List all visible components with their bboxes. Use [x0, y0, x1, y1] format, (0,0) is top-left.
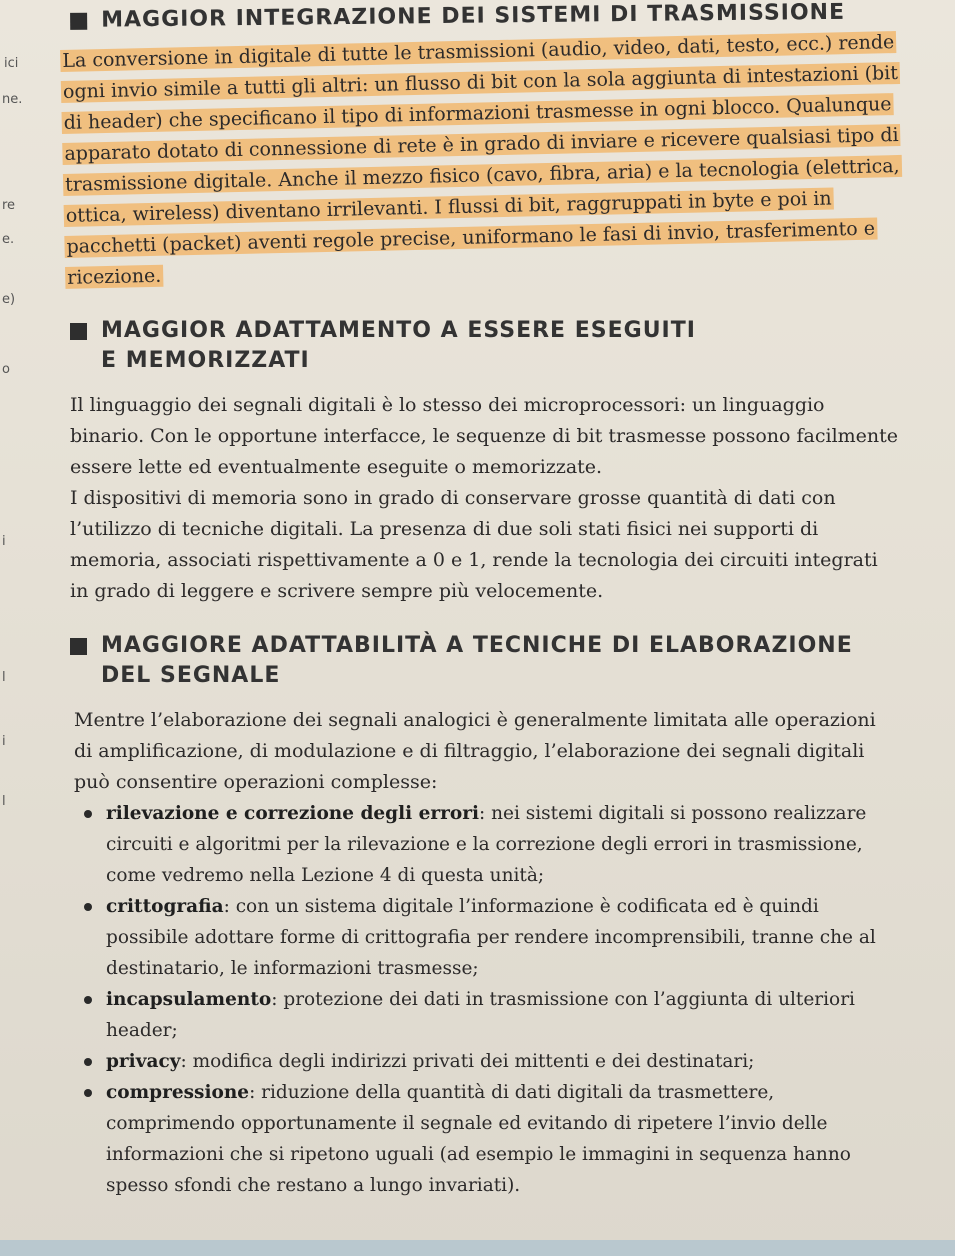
list-term: incapsulamento: [106, 989, 272, 1010]
margin-mark: e): [2, 292, 16, 307]
list-term: crittografia: [106, 896, 224, 917]
margin-mark: l: [2, 794, 6, 809]
square-bullet-icon: [70, 638, 87, 655]
margin-mark: ne.: [2, 92, 23, 107]
paragraph-memoria: I dispositivi di memoria sono in grado di conservare grosse quantità di dati con l’utilizzo di tecniche digitali. La presenza di due soli stati fisici nei supporti di memoria, associati rispettivamente a 0 e 1, rende la tecnologia dei circuiti integrati in grado di leggere e scrivere sempre più velocemente.: [70, 487, 878, 602]
section-heading-adattamento: [60, 316, 900, 376]
heading-line-1: MAGGIORE ADATTABILITÀ A TECNICHE DI ELABORAZIONE: [101, 633, 853, 658]
list-item: [80, 984, 900, 1046]
heading-line-1: MAGGIOR ADATTAMENTO A ESSERE ESEGUITI: [101, 318, 696, 343]
left-margin-residue: [0, 0, 40, 1256]
highlighted-text: La conversione in digitale di tutte le trasmissioni (audio, video, dati, testo, ecc.) rende ogni invio simile a tutti gli altri: un flusso di bit con la sola aggiunta di intestazioni (bit di header) che specificano il tipo di informazioni trasmesse in ogni blocco. Qualunque apparato dotato di connessione di rete è in grado di inviare e ricevere qualsiasi tipo di trasmissione digitale. Anche il mezzo fisico (cavo, fibra, aria) e la tecnologia (elettrica, ottica, wireless) diventano irrilevanti. I flussi di bit, raggruppati in byte e poi in pacchetti (packet) aventi regole precise, uniformano le fasi di invio, trasferimento e ricezione.: [62, 31, 900, 289]
square-bullet-icon: [70, 13, 87, 30]
list-item: [80, 891, 900, 984]
page-content: [60, 0, 900, 1201]
margin-mark: re: [2, 198, 16, 213]
list-term: privacy: [106, 1051, 181, 1072]
list-item: [80, 1046, 900, 1077]
list-text: : modifica degli indirizzi privati dei mittenti e dei destinatari;: [180, 1051, 755, 1072]
list-text: : con un sistema digitale l’informazione è codificata ed è quindi possibile adottare forme di crittografia per rendere incomprensibili, tranne che al destinatario, le informazioni trasmesse;: [106, 896, 876, 979]
heading-line-2: E MEMORIZZATI: [101, 348, 310, 373]
square-bullet-icon: [70, 323, 87, 340]
paragraph-integrazione: [60, 27, 905, 294]
heading-line-2: DEL SEGNALE: [101, 663, 281, 688]
bullet-icon: [84, 1089, 92, 1097]
operations-list: [60, 798, 900, 1201]
page-bottom-edge: [0, 1240, 955, 1256]
bullet-icon: [84, 903, 92, 911]
margin-mark: ici: [4, 56, 19, 71]
margin-mark: l: [2, 670, 6, 685]
margin-mark: i: [2, 734, 6, 749]
bullet-icon: [84, 1058, 92, 1066]
paragraph-linguaggio: Il linguaggio dei segnali digitali è lo stesso dei microprocessori: un linguaggio binario. Con le opportune interfacce, le sequenze di bit trasmesse possono facilmente essere lette ed eventualmente eseguite o memorizzate.: [70, 394, 899, 478]
bullet-icon: [84, 810, 92, 818]
paragraph-elaborazione-intro: Mentre l’elaborazione dei segnali analogici è generalmente limitata alle operazioni di amplificazione, di modulazione e di filtraggio, l’elaborazione dei segnali digitali può consentire operazioni complesse:: [74, 709, 876, 793]
section-heading-elaborazione: [60, 631, 900, 691]
margin-mark: o: [2, 362, 10, 377]
list-term: rilevazione e correzione degli errori: [106, 803, 479, 824]
list-item: [80, 1077, 900, 1201]
list-text: : protezione dei dati in trasmissione con l’aggiunta di ulteriori header;: [106, 989, 855, 1041]
list-text: : nei sistemi digitali si possono realizzare circuiti e algoritmi per la rilevazione e la correzione degli errori in trasmissione, come vedremo nella Lezione 4 di questa unità;: [106, 803, 867, 886]
margin-mark: e.: [2, 232, 15, 247]
list-item: [80, 798, 900, 891]
heading-text: MAGGIOR INTEGRAZIONE DEI SISTEMI DI TRASMISSIONE: [101, 0, 846, 33]
bullet-icon: [84, 996, 92, 1004]
list-term: compressione: [106, 1082, 250, 1103]
margin-mark: i: [2, 534, 6, 549]
list-text: : riduzione della quantità di dati digitali da trasmettere, comprimendo opportunamente il segnale ed evitando di ripetere l’invio delle informazioni che si ripetono uguali (ad esempio le immagini in sequenza hanno spesso sfondi che restano a lungo invariati).: [106, 1082, 851, 1196]
